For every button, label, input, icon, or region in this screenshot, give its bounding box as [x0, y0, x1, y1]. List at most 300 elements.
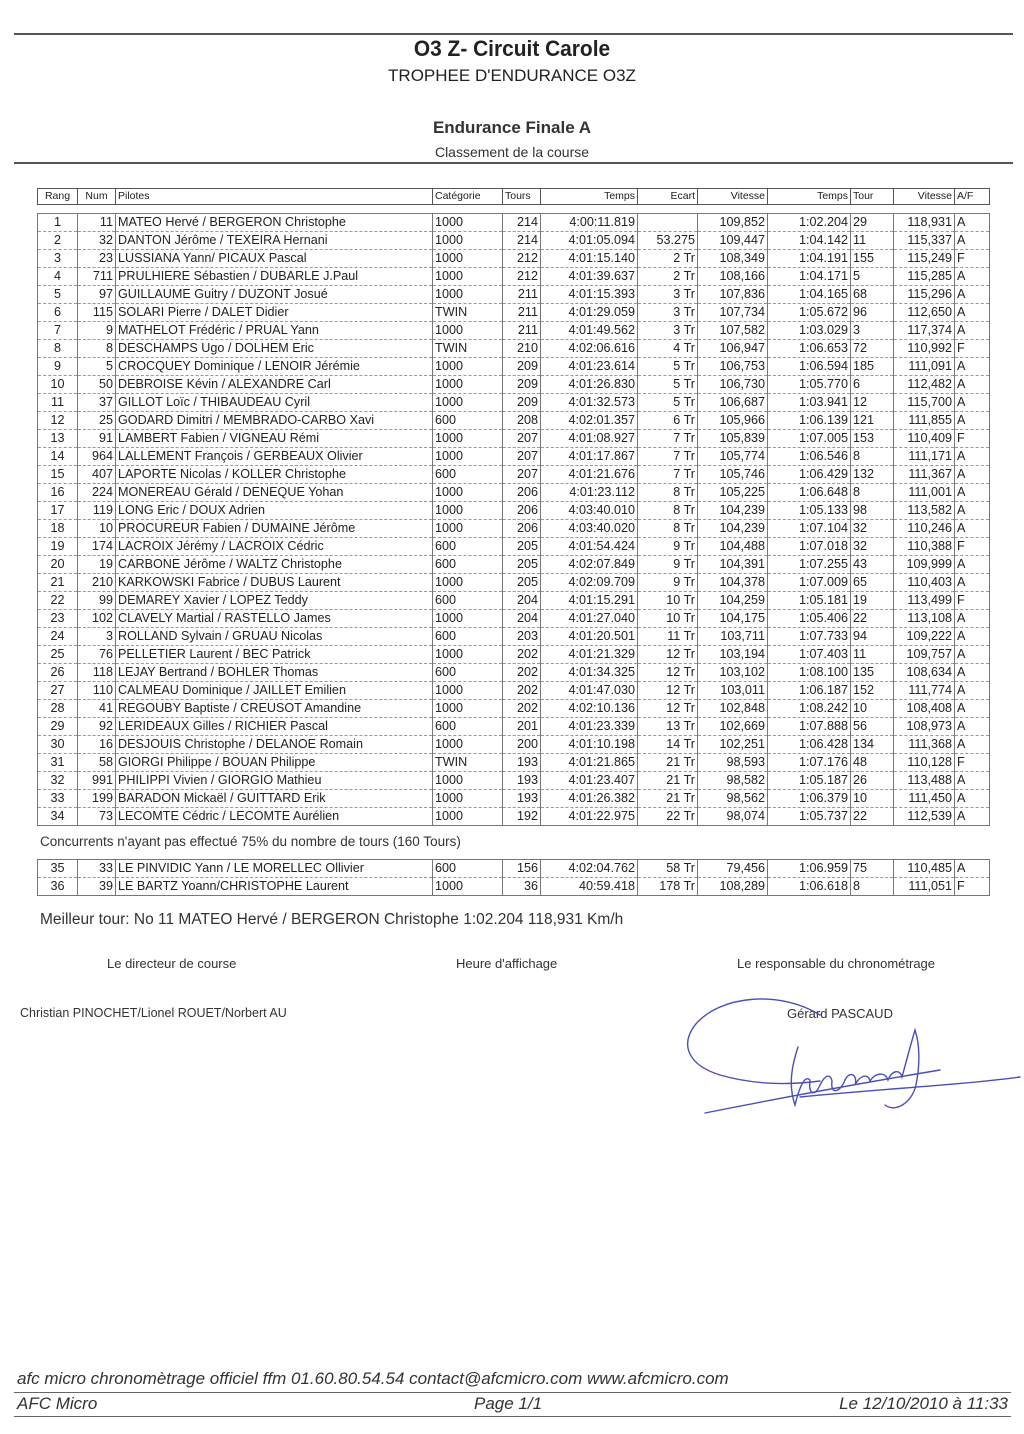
cell-best-lap-number: 68 [851, 286, 894, 304]
cell-rang: 4 [38, 268, 78, 286]
cell-categorie: 600 [433, 718, 503, 736]
cell-best-lap-time: 1:06.379 [768, 790, 851, 808]
cell-best-lap-speed: 113,499 [894, 592, 955, 610]
cell-categorie: 600 [433, 664, 503, 682]
classification-label: Classement de la course [434, 144, 590, 160]
cell-temps: 4:01:49.562 [541, 322, 638, 340]
cell-best-lap-speed: 113,488 [894, 772, 955, 790]
cell-ecart: 8 Tr [638, 484, 698, 502]
cell-vitesse: 102,848 [698, 700, 768, 718]
cell-best-lap-speed: 112,650 [894, 304, 955, 322]
cell-tours: 200 [503, 736, 541, 754]
table-row [38, 466, 990, 484]
column-header-pilotes: Pilotes [116, 189, 433, 205]
cell-categorie: 1000 [433, 808, 503, 826]
cell-ecart: 21 Tr [638, 772, 698, 790]
cell-vitesse: 79,456 [698, 860, 768, 878]
cell-pilotes: DESCHAMPS Ugo / DOLHEM Eric [116, 340, 433, 358]
cell-af: A [955, 304, 990, 322]
footer-date: Le 12/10/2010 à 11:33 [839, 1394, 1008, 1413]
cell-best-lap-time: 1:06.546 [768, 448, 851, 466]
cell-vitesse: 105,225 [698, 484, 768, 502]
cell-temps: 4:01:26.382 [541, 790, 638, 808]
cell-af: A [955, 286, 990, 304]
cell-af: F [955, 592, 990, 610]
cell-ecart: 9 Tr [638, 574, 698, 592]
cell-rang: 22 [38, 592, 78, 610]
cell-rang: 32 [38, 772, 78, 790]
cell-rang: 5 [38, 286, 78, 304]
cell-tours: 207 [503, 430, 541, 448]
cell-categorie: 1000 [433, 520, 503, 538]
cell-af: A [955, 574, 990, 592]
cell-tours: 212 [503, 250, 541, 268]
cell-tours: 205 [503, 556, 541, 574]
table-row [38, 808, 990, 826]
cell-tours: 214 [503, 232, 541, 250]
cell-ecart: 22 Tr [638, 808, 698, 826]
cell-vitesse: 108,349 [698, 250, 768, 268]
cell-best-lap-speed: 111,774 [894, 682, 955, 700]
cell-vitesse: 103,011 [698, 682, 768, 700]
cell-vitesse: 106,753 [698, 358, 768, 376]
cell-categorie: 1000 [433, 878, 503, 896]
cell-pilotes: LACROIX Jérémy / LACROIX Cédric [116, 538, 433, 556]
signature-stroke [705, 1070, 940, 1113]
cell-temps: 4:01:21.865 [541, 754, 638, 772]
cell-temps: 4:01:32.573 [541, 394, 638, 412]
cell-tours: 204 [503, 592, 541, 610]
cell-pilotes: LAMBERT Fabien / VIGNEAU Rémi [116, 430, 433, 448]
cell-vitesse: 103,102 [698, 664, 768, 682]
cell-pilotes: DESJOUIS Christophe / DELANOE Romain [116, 736, 433, 754]
cell-tours: 208 [503, 412, 541, 430]
cell-best-lap-number: 11 [851, 232, 894, 250]
cell-af: A [955, 502, 990, 520]
cell-best-lap-number: 6 [851, 376, 894, 394]
header-row [38, 189, 990, 205]
cell-ecart: 12 Tr [638, 664, 698, 682]
cell-tours: 205 [503, 538, 541, 556]
cell-num: 210 [78, 574, 116, 592]
cell-temps: 4:03:40.020 [541, 520, 638, 538]
cell-num: 37 [78, 394, 116, 412]
cell-temps: 4:01:21.676 [541, 466, 638, 484]
cell-categorie: 1000 [433, 700, 503, 718]
table-row [38, 700, 990, 718]
cell-af: A [955, 520, 990, 538]
cell-best-lap-number: 10 [851, 790, 894, 808]
cell-temps: 4:01:29.059 [541, 304, 638, 322]
cell-af: A [955, 772, 990, 790]
cell-best-lap-speed: 115,700 [894, 394, 955, 412]
table-row [38, 268, 990, 286]
cell-tours: 202 [503, 682, 541, 700]
cell-af: A [955, 448, 990, 466]
cell-num: 711 [78, 268, 116, 286]
cell-vitesse: 105,774 [698, 448, 768, 466]
table-row [38, 574, 990, 592]
cell-pilotes: LAPORTE Nicolas / KOLLER Christophe [116, 466, 433, 484]
cell-num: 97 [78, 286, 116, 304]
cell-ecart: 10 Tr [638, 592, 698, 610]
cell-best-lap-speed: 111,091 [894, 358, 955, 376]
table-row [38, 610, 990, 628]
cell-best-lap-speed: 112,482 [894, 376, 955, 394]
cell-ecart: 5 Tr [638, 358, 698, 376]
cell-best-lap-number: 65 [851, 574, 894, 592]
race-title: Endurance Finale A [432, 118, 592, 137]
cell-rang: 25 [38, 646, 78, 664]
cell-pilotes: PELLETIER Laurent / BEC Patrick [116, 646, 433, 664]
cell-temps: 4:01:34.325 [541, 664, 638, 682]
cell-ecart: 9 Tr [638, 556, 698, 574]
cell-num: 115 [78, 304, 116, 322]
cell-af: A [955, 556, 990, 574]
cell-pilotes: GUILLAUME Guitry / DUZONT Josué [116, 286, 433, 304]
cell-vitesse: 104,175 [698, 610, 768, 628]
table-row [38, 628, 990, 646]
signature [680, 985, 1024, 1125]
cell-pilotes: ROLLAND Sylvain / GRUAU Nicolas [116, 628, 433, 646]
signature-loop [688, 999, 820, 1084]
cell-best-lap-number: 22 [851, 610, 894, 628]
cell-rang: 18 [38, 520, 78, 538]
cell-best-lap-number: 94 [851, 628, 894, 646]
cell-rang: 13 [38, 430, 78, 448]
cell-ecart: 3 Tr [638, 322, 698, 340]
cell-best-lap-speed: 109,222 [894, 628, 955, 646]
cell-best-lap-time: 1:07.176 [768, 754, 851, 772]
cell-best-lap-time: 1:07.104 [768, 520, 851, 538]
cell-ecart: 8 Tr [638, 520, 698, 538]
cell-categorie: 1000 [433, 232, 503, 250]
cell-best-lap-number: 121 [851, 412, 894, 430]
table-row [38, 430, 990, 448]
cell-rang: 8 [38, 340, 78, 358]
cell-best-lap-speed: 115,337 [894, 232, 955, 250]
cell-af: A [955, 322, 990, 340]
cell-rang: 6 [38, 304, 78, 322]
cell-best-lap-time: 1:06.187 [768, 682, 851, 700]
cell-best-lap-time: 1:05.187 [768, 772, 851, 790]
cell-best-lap-time: 1:05.133 [768, 502, 851, 520]
column-header-tours: Tours [503, 189, 541, 205]
cell-pilotes: CARBONE Jérôme / WALTZ Christophe [116, 556, 433, 574]
cell-vitesse: 108,166 [698, 268, 768, 286]
cell-rang: 2 [38, 232, 78, 250]
cell-best-lap-speed: 109,999 [894, 556, 955, 574]
table-row [38, 538, 990, 556]
cell-categorie: 600 [433, 466, 503, 484]
cell-best-lap-speed: 111,367 [894, 466, 955, 484]
cell-vitesse: 98,074 [698, 808, 768, 826]
cell-vitesse: 104,239 [698, 502, 768, 520]
cell-best-lap-time: 1:05.770 [768, 376, 851, 394]
cell-num: 9 [78, 322, 116, 340]
cell-num: 39 [78, 878, 116, 896]
cell-pilotes: KARKOWSKI Fabrice / DUBUS Laurent [116, 574, 433, 592]
cell-pilotes: PRULHIERE Sébastien / DUBARLE J.Paul [116, 268, 433, 286]
cell-tours: 210 [503, 340, 541, 358]
cell-vitesse: 105,746 [698, 466, 768, 484]
cell-best-lap-time: 1:03.941 [768, 394, 851, 412]
column-header-best-lap-time: Temps [768, 189, 851, 205]
cell-ecart: 21 Tr [638, 790, 698, 808]
cell-ecart: 13 Tr [638, 718, 698, 736]
cell-ecart: 178 Tr [638, 878, 698, 896]
cell-ecart: 2 Tr [638, 268, 698, 286]
cell-ecart: 53.275 [638, 232, 698, 250]
cell-num: 991 [78, 772, 116, 790]
cell-categorie: 1000 [433, 790, 503, 808]
cell-categorie: 1000 [433, 736, 503, 754]
footer-page: Page 1/1 [474, 1394, 543, 1413]
cell-rang: 14 [38, 448, 78, 466]
cell-num: 92 [78, 718, 116, 736]
cell-best-lap-time: 1:06.959 [768, 860, 851, 878]
cell-temps: 4:01:20.501 [541, 628, 638, 646]
cell-temps: 4:01:26.830 [541, 376, 638, 394]
table-row [38, 502, 990, 520]
cell-pilotes: GODARD Dimitri / MEMBRADO-CARBO Xavi [116, 412, 433, 430]
cell-pilotes: MATEO Hervé / BERGERON Christophe [116, 214, 433, 232]
cell-rang: 28 [38, 700, 78, 718]
cell-best-lap-number: 155 [851, 250, 894, 268]
cell-tours: 207 [503, 448, 541, 466]
cell-vitesse: 98,593 [698, 754, 768, 772]
cell-vitesse: 106,947 [698, 340, 768, 358]
cell-categorie: 1000 [433, 358, 503, 376]
table-row [38, 664, 990, 682]
cell-vitesse: 104,488 [698, 538, 768, 556]
cell-best-lap-number: 72 [851, 340, 894, 358]
cell-best-lap-speed: 111,051 [894, 878, 955, 896]
cell-af: A [955, 466, 990, 484]
table-row [38, 520, 990, 538]
cell-ecart: 8 Tr [638, 502, 698, 520]
cell-tours: 207 [503, 466, 541, 484]
cell-best-lap-time: 1:08.100 [768, 664, 851, 682]
table-row [38, 860, 990, 878]
cell-best-lap-speed: 111,368 [894, 736, 955, 754]
cell-tours: 211 [503, 304, 541, 322]
cell-vitesse: 105,839 [698, 430, 768, 448]
cell-best-lap-speed: 115,296 [894, 286, 955, 304]
cell-temps: 4:01:23.614 [541, 358, 638, 376]
cell-pilotes: LECOMTE Cédric / LECOMTE Aurélien [116, 808, 433, 826]
cell-vitesse: 107,734 [698, 304, 768, 322]
document-subtitle: TROPHEE D'ENDURANCE O3Z [388, 66, 636, 85]
cell-af: A [955, 610, 990, 628]
cell-temps: 4:02:06.616 [541, 340, 638, 358]
cell-pilotes: GILLOT Loïc / THIBAUDEAU Cyril [116, 394, 433, 412]
cell-pilotes: BARADON Mickaël / GUITTARD Erik [116, 790, 433, 808]
cell-categorie: 1000 [433, 214, 503, 232]
cell-pilotes: LEJAY Bertrand / BOHLER Thomas [116, 664, 433, 682]
cell-categorie: 600 [433, 556, 503, 574]
cell-af: A [955, 412, 990, 430]
cell-ecart: 5 Tr [638, 394, 698, 412]
cell-best-lap-speed: 110,992 [894, 340, 955, 358]
cell-best-lap-time: 1:05.406 [768, 610, 851, 628]
cell-best-lap-time: 1:08.242 [768, 700, 851, 718]
cell-tours: 206 [503, 520, 541, 538]
cell-ecart: 10 Tr [638, 610, 698, 628]
cell-categorie: 600 [433, 412, 503, 430]
cell-best-lap-time: 1:06.618 [768, 878, 851, 896]
cell-af: F [955, 340, 990, 358]
column-header-vitesse: Vitesse [698, 189, 768, 205]
cell-best-lap-time: 1:06.429 [768, 466, 851, 484]
cell-best-lap-number: 134 [851, 736, 894, 754]
cell-best-lap-number: 153 [851, 430, 894, 448]
cell-af: A [955, 232, 990, 250]
timing-name: Gérard PASCAUD [787, 1006, 893, 1021]
cell-ecart: 9 Tr [638, 538, 698, 556]
cell-categorie: TWIN [433, 340, 503, 358]
cell-pilotes: LONG Eric / DOUX Adrien [116, 502, 433, 520]
cell-best-lap-time: 1:06.648 [768, 484, 851, 502]
cell-best-lap-time: 1:04.171 [768, 268, 851, 286]
column-header-rang: Rang [38, 189, 78, 205]
cell-best-lap-number: 48 [851, 754, 894, 772]
cell-af: A [955, 860, 990, 878]
table-row [38, 448, 990, 466]
cell-tours: 193 [503, 754, 541, 772]
cell-num: 3 [78, 628, 116, 646]
table-row [38, 484, 990, 502]
cell-rang: 24 [38, 628, 78, 646]
cell-best-lap-time: 1:06.594 [768, 358, 851, 376]
table-row [38, 286, 990, 304]
footer-contact: afc micro chronomètrage officiel ffm 01.60.80.54.54 contact@afcmicro.com www.afcmicro.com [17, 1369, 729, 1388]
cell-rang: 7 [38, 322, 78, 340]
cell-pilotes: SOLARI Pierre / DALET Didier [116, 304, 433, 322]
posting-time-label: Heure d'affichage [456, 956, 558, 971]
cell-best-lap-time: 1:02.204 [768, 214, 851, 232]
cell-rang: 35 [38, 860, 78, 878]
table-row [38, 232, 990, 250]
column-header-temps: Temps [541, 189, 638, 205]
cell-best-lap-time: 1:05.181 [768, 592, 851, 610]
cell-vitesse: 108,289 [698, 878, 768, 896]
cell-num: 102 [78, 610, 116, 628]
cell-tours: 212 [503, 268, 541, 286]
results-table [37, 213, 990, 826]
results-header [37, 188, 990, 205]
cell-num: 73 [78, 808, 116, 826]
table-row [38, 412, 990, 430]
cell-vitesse: 102,669 [698, 718, 768, 736]
cell-ecart: 12 Tr [638, 646, 698, 664]
cell-ecart: 7 Tr [638, 448, 698, 466]
best-lap: Meilleur tour: No 11 MATEO Hervé / BERGERON Christophe 1:02.204 118,931 Km/h [40, 911, 624, 928]
cell-temps: 4:01:17.867 [541, 448, 638, 466]
cell-ecart: 7 Tr [638, 430, 698, 448]
cell-temps: 4:01:54.424 [541, 538, 638, 556]
table-row [38, 718, 990, 736]
cell-best-lap-speed: 112,539 [894, 808, 955, 826]
cell-pilotes: CALMEAU Dominique / JAILLET Emilien [116, 682, 433, 700]
cell-rang: 33 [38, 790, 78, 808]
cell-best-lap-speed: 111,001 [894, 484, 955, 502]
cell-best-lap-speed: 110,409 [894, 430, 955, 448]
director-label: Le directeur de course [107, 956, 237, 971]
cell-categorie: 600 [433, 592, 503, 610]
director-names: Christian PINOCHET/Lionel ROUET/Norbert AU [20, 1006, 287, 1020]
cell-rang: 19 [38, 538, 78, 556]
cell-categorie: 1000 [433, 322, 503, 340]
cell-vitesse: 104,259 [698, 592, 768, 610]
cell-ecart: 5 Tr [638, 376, 698, 394]
cell-vitesse: 107,582 [698, 322, 768, 340]
cell-best-lap-time: 1:07.018 [768, 538, 851, 556]
cell-tours: 192 [503, 808, 541, 826]
cell-rang: 11 [38, 394, 78, 412]
footer-company: AFC Micro [17, 1394, 98, 1413]
cell-af: A [955, 376, 990, 394]
cell-best-lap-speed: 115,285 [894, 268, 955, 286]
cell-ecart: 21 Tr [638, 754, 698, 772]
cell-num: 118 [78, 664, 116, 682]
cell-rang: 29 [38, 718, 78, 736]
cell-temps: 40:59.418 [541, 878, 638, 896]
cell-categorie: 600 [433, 538, 503, 556]
cell-categorie: 1000 [433, 574, 503, 592]
cell-ecart: 2 Tr [638, 250, 698, 268]
cell-best-lap-time: 1:05.737 [768, 808, 851, 826]
cell-categorie: 1000 [433, 376, 503, 394]
cell-vitesse: 106,730 [698, 376, 768, 394]
footer-rule-1 [14, 1392, 1011, 1393]
cell-af: A [955, 646, 990, 664]
cell-best-lap-speed: 115,249 [894, 250, 955, 268]
cell-temps: 4:01:23.407 [541, 772, 638, 790]
cell-best-lap-time: 1:06.428 [768, 736, 851, 754]
cell-best-lap-number: 75 [851, 860, 894, 878]
cell-best-lap-speed: 110,388 [894, 538, 955, 556]
table-row [38, 646, 990, 664]
cell-num: 41 [78, 700, 116, 718]
cell-tours: 209 [503, 394, 541, 412]
cell-best-lap-number: 32 [851, 520, 894, 538]
cell-categorie: 1000 [433, 250, 503, 268]
cell-rang: 3 [38, 250, 78, 268]
cell-vitesse: 109,852 [698, 214, 768, 232]
cell-num: 8 [78, 340, 116, 358]
cell-vitesse: 105,966 [698, 412, 768, 430]
cell-best-lap-speed: 108,408 [894, 700, 955, 718]
table-row [38, 304, 990, 322]
cell-vitesse: 106,687 [698, 394, 768, 412]
cell-best-lap-number: 10 [851, 700, 894, 718]
cell-tours: 205 [503, 574, 541, 592]
cell-tours: 214 [503, 214, 541, 232]
column-header-ecart: Ecart [638, 189, 698, 205]
cell-pilotes: MATHELOT Frédéric / PRUAL Yann [116, 322, 433, 340]
cell-ecart: 12 Tr [638, 682, 698, 700]
cell-best-lap-time: 1:06.653 [768, 340, 851, 358]
cell-categorie: 1000 [433, 394, 503, 412]
cell-ecart: 3 Tr [638, 304, 698, 322]
cell-best-lap-number: 8 [851, 878, 894, 896]
cell-pilotes: PHILIPPI Vivien / GIORGIO Mathieu [116, 772, 433, 790]
cell-categorie: 1000 [433, 286, 503, 304]
cell-vitesse: 104,239 [698, 520, 768, 538]
cell-ecart: 4 Tr [638, 340, 698, 358]
cell-num: 33 [78, 860, 116, 878]
